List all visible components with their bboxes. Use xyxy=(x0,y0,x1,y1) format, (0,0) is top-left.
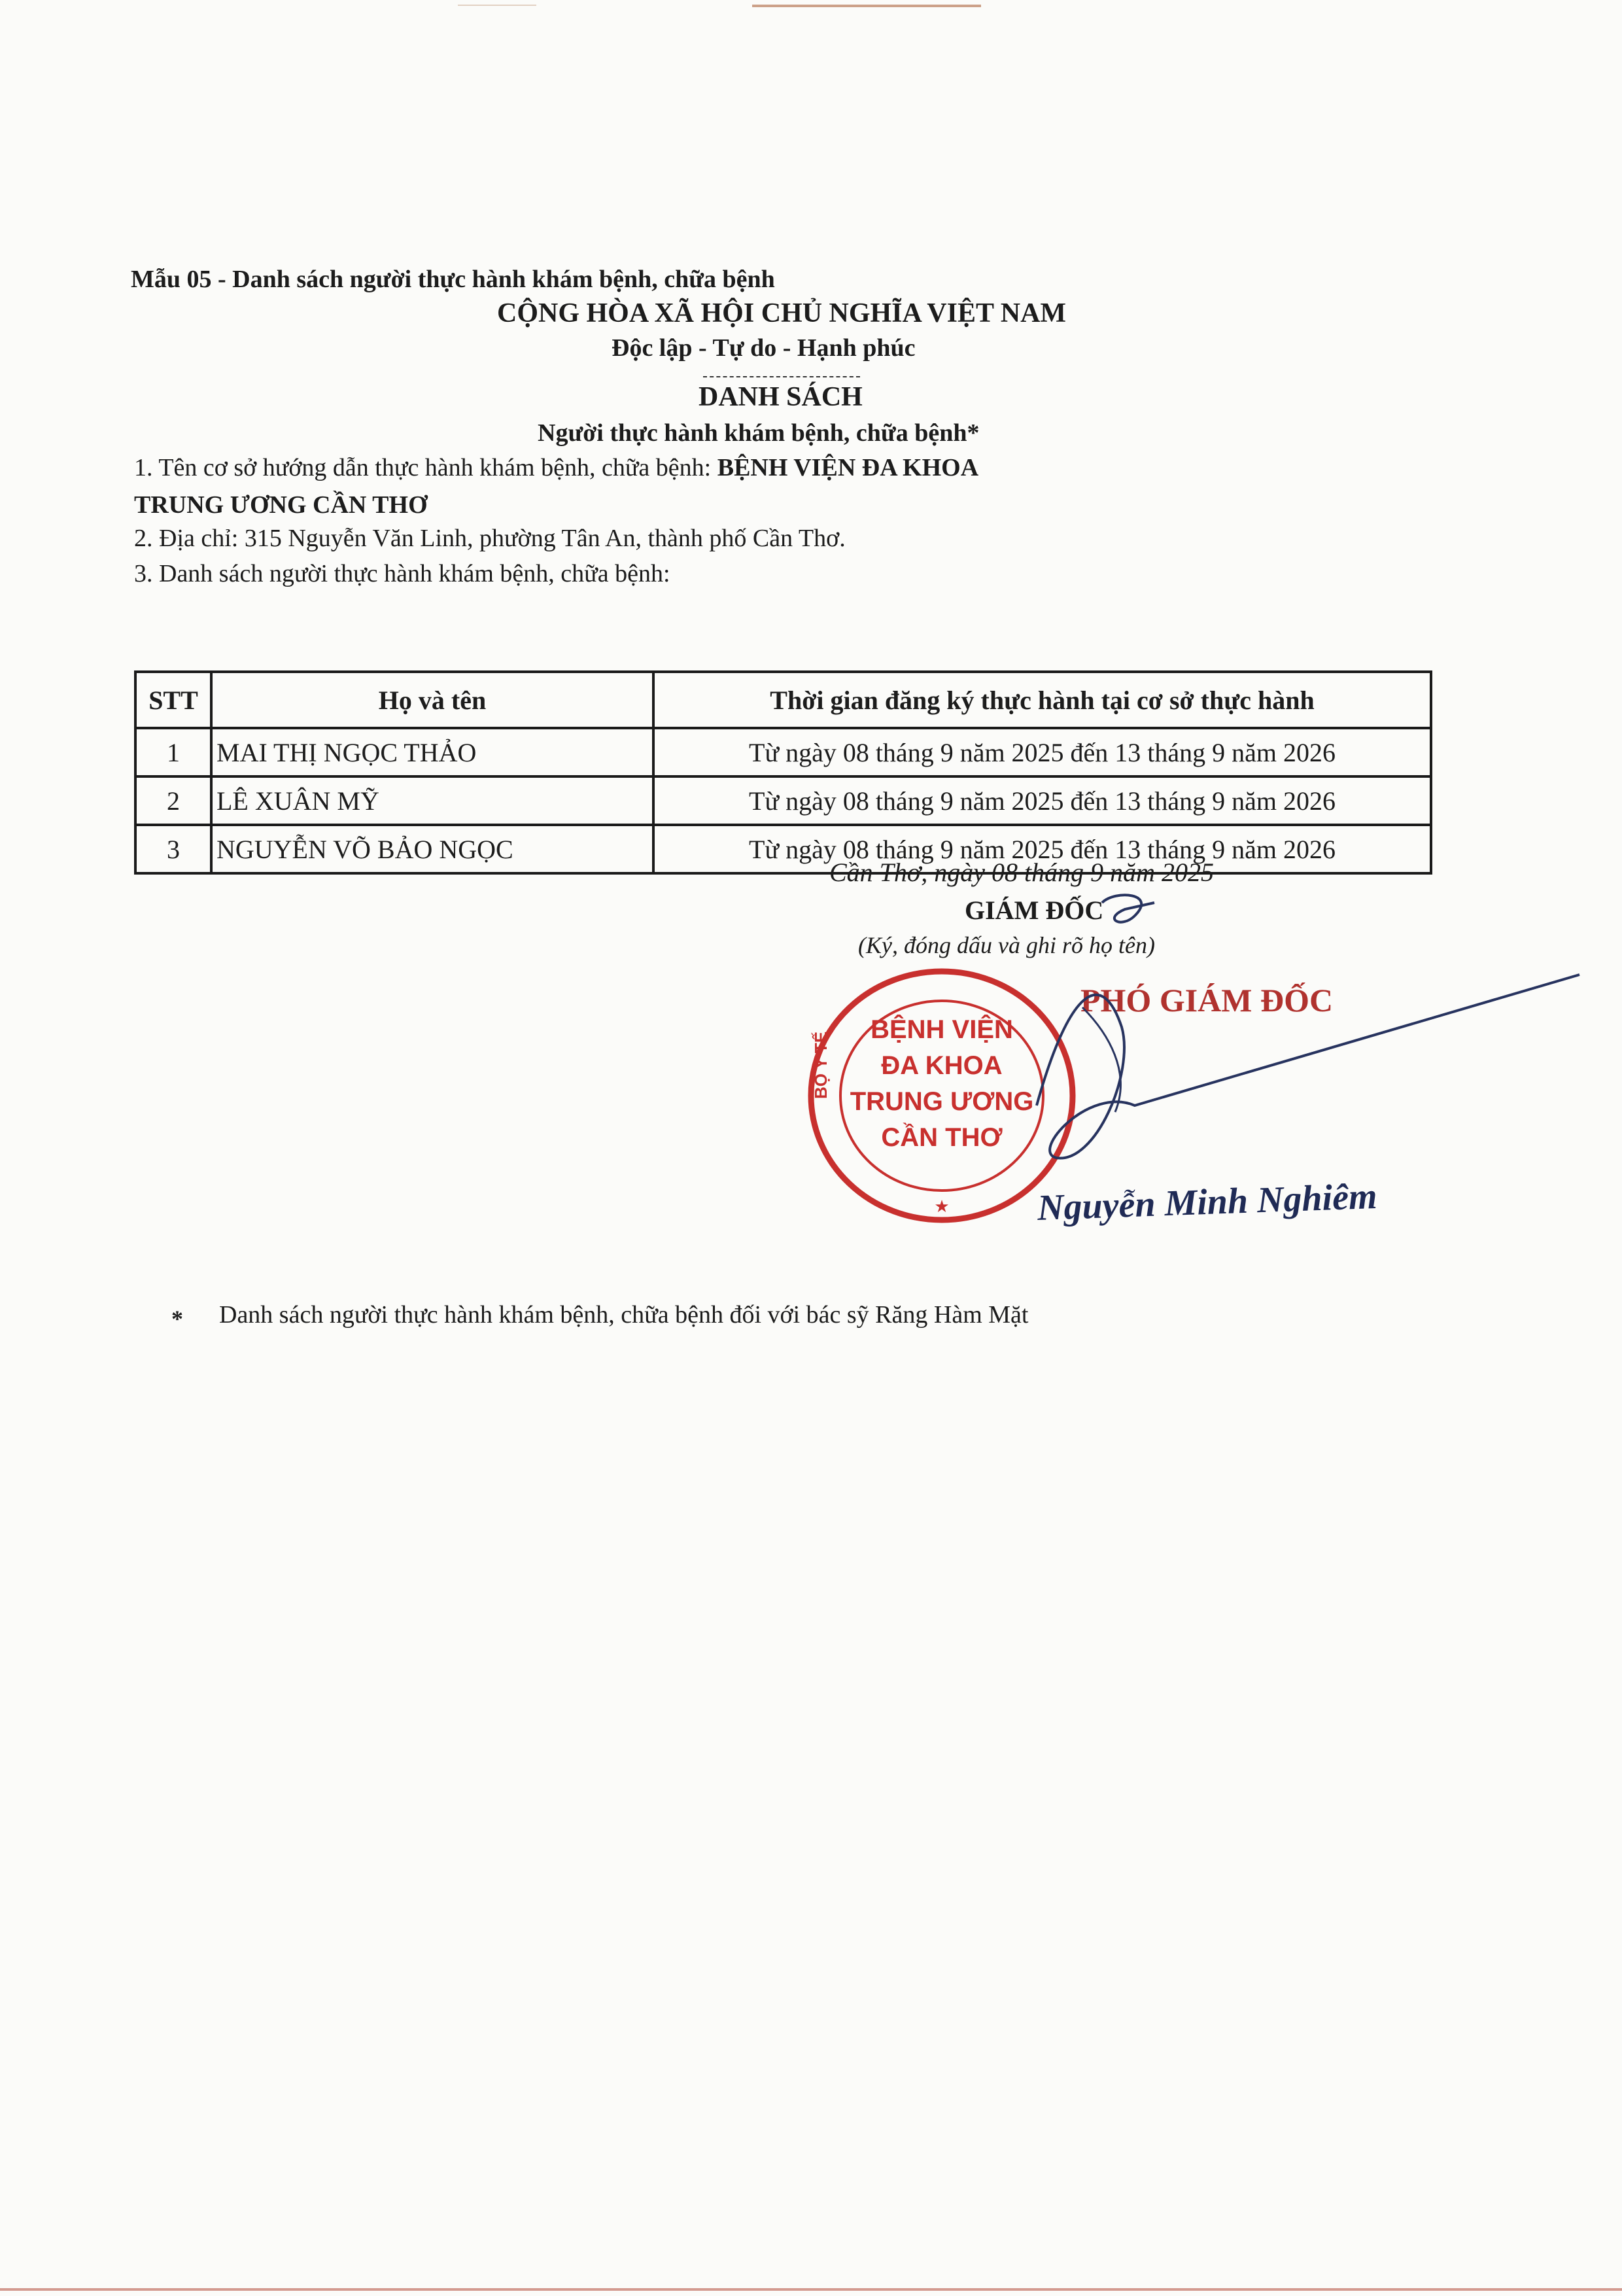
table-header-row xyxy=(135,672,1431,728)
table-row xyxy=(135,776,1431,825)
practitioner-table xyxy=(134,670,1432,875)
svg-text:CẦN THƠ: CẦN THƠ xyxy=(881,1123,1003,1152)
footnote-marker: * xyxy=(171,1306,183,1332)
row-period: Từ ngày 08 tháng 9 năm 2025 đến 13 tháng 9 năm 2026 xyxy=(653,728,1431,776)
deputy-director-title: PHÓ GIÁM ĐỐC xyxy=(1080,982,1334,1018)
svg-text:BỘ Y TẾ: BỘ Y TẾ xyxy=(811,1031,831,1099)
row-period: Từ ngày 08 tháng 9 năm 2025 đến 13 tháng 9 năm 2026 xyxy=(653,776,1431,825)
svg-text:BỆNH VIỆN: BỆNH VIỆN xyxy=(871,1015,1013,1044)
form-title: Mẫu 05 - Danh sách người thực hành khám bệnh, chữa bệnh xyxy=(131,266,775,293)
row-name: LÊ XUÂN MỸ xyxy=(211,776,653,825)
facility-label: 1. Tên cơ sở hướng dẫn thực hành khám bệnh, chữa bệnh: xyxy=(134,454,717,481)
list-label-line: 3. Danh sách người thực hành khám bệnh, chữa bệnh: xyxy=(134,560,670,587)
row-stt: 2 xyxy=(135,776,211,825)
sign-instruction: (Ký, đóng dấu và ghi rõ họ tên) xyxy=(858,932,1155,958)
header-period: Thời gian đăng ký thực hành tại cơ sở thực hành xyxy=(653,672,1431,728)
row-stt: 1 xyxy=(135,728,211,776)
signer-position: GIÁM ĐỐC xyxy=(965,896,1104,925)
sign-date-place: Cần Thơ, ngày 08 tháng 9 năm 2025 xyxy=(829,858,1215,887)
page-top-edge xyxy=(0,0,1622,4)
page-bottom-edge xyxy=(0,2283,1622,2293)
row-period: Từ ngày 08 tháng 9 năm 2025 đến 13 tháng 9 năm 2026 xyxy=(653,825,1431,873)
address-line: 2. Địa chỉ: 315 Nguyễn Văn Linh, phường Tân An, thành phố Cần Thơ. xyxy=(134,525,846,552)
footnote-text: Danh sách người thực hành khám bệnh, chữa bệnh đối với bác sỹ Răng Hàm Mặt xyxy=(219,1301,1029,1329)
table-row xyxy=(135,728,1431,776)
row-name: MAI THỊ NGỌC THẢO xyxy=(211,728,653,776)
national-motto: Độc lập - Tự do - Hạnh phúc xyxy=(612,334,916,362)
header-name: Họ và tên xyxy=(211,672,653,728)
svg-text:ĐA KHOA: ĐA KHOA xyxy=(881,1051,1003,1080)
facility-name-continued: TRUNG ƯƠNG CẦN THƠ xyxy=(134,491,428,519)
row-name: NGUYỄN VÕ BẢO NGỌC xyxy=(211,825,653,873)
row-stt: 3 xyxy=(135,825,211,873)
bottom-edge-strip xyxy=(0,2283,1622,2293)
signer-name: Nguyễn Minh Nghiêm xyxy=(1037,1175,1378,1228)
top-edge-strip xyxy=(0,5,1622,9)
svg-text:TRUNG ƯƠNG: TRUNG ƯƠNG xyxy=(850,1087,1034,1116)
facility-line xyxy=(134,453,978,482)
svg-text:★: ★ xyxy=(934,1197,950,1216)
table-row xyxy=(135,825,1431,873)
motto-divider xyxy=(703,376,860,377)
document-subtitle: Người thực hành khám bệnh, chữa bệnh* xyxy=(538,419,980,447)
national-title: CỘNG HÒA XÃ HỘI CHỦ NGHĨA VIỆT NAM xyxy=(497,298,1067,328)
document-title: DANH SÁCH xyxy=(699,382,863,412)
facility-name: BỆNH VIỆN ĐA KHOA xyxy=(717,454,979,481)
header-stt: STT xyxy=(135,672,211,728)
